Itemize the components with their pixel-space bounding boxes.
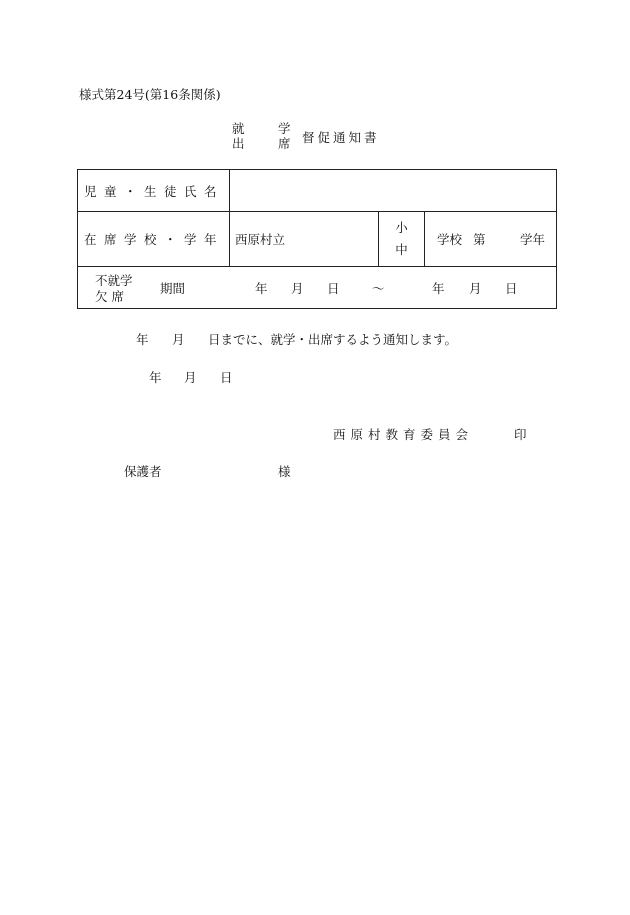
grade-field[interactable] (425, 212, 557, 267)
school-grade-label: 在席学校・学年 (78, 212, 230, 267)
title-char: 学 (278, 121, 291, 136)
recipient-honorific: 様 (278, 464, 291, 479)
recipient-label: 保護者 (124, 464, 162, 479)
ordinal-label: 第 (473, 232, 486, 247)
notice-table (77, 169, 557, 309)
issuer-name: 西原村教育委員会 (333, 427, 474, 442)
issue-date-day: 日 (220, 370, 233, 385)
period-label: 期間 (160, 281, 186, 296)
to-month-label: 月 (469, 281, 482, 296)
to-day-label: 日 (505, 281, 518, 296)
title-main: 督促通知書 (302, 130, 380, 145)
title-char: 席 (278, 136, 291, 151)
from-day-label: 日 (327, 281, 340, 296)
from-month-label: 月 (291, 281, 304, 296)
issue-date-month: 月 (184, 370, 197, 385)
from-year-label: 年 (255, 281, 268, 296)
title-char: 出 (232, 136, 245, 151)
table-row (78, 170, 557, 212)
school-type-junior-high: 中 (395, 242, 408, 257)
title-stack-left (232, 121, 245, 151)
grade-label: 学年 (520, 232, 546, 247)
deadline-text: 日までに、就学・出席するよう通知します。 (208, 332, 458, 347)
title-stack-right (278, 121, 291, 151)
student-name-label: 児童・生徒氏名 (78, 170, 230, 212)
village-label: 西原村立 (235, 232, 286, 247)
seal-mark: 印 (514, 427, 527, 442)
absence-label-top: 不就学 (95, 273, 133, 288)
range-separator: 〜 (372, 281, 385, 296)
to-year-label: 年 (432, 281, 445, 296)
deadline-year: 年 (136, 332, 149, 347)
issue-date-year: 年 (149, 370, 162, 385)
village-school-field[interactable] (230, 212, 379, 267)
absence-period-row (78, 267, 557, 309)
table-row (78, 267, 557, 309)
school-label: 学校 (437, 232, 463, 247)
absence-label-bottom: 欠 席 (95, 289, 124, 304)
title-char: 就 (232, 121, 245, 136)
form-number: 様式第24号(第16条関係) (79, 87, 221, 102)
deadline-month: 月 (172, 332, 185, 347)
table-row (78, 212, 557, 267)
student-name-field[interactable] (230, 170, 557, 212)
school-type-cell (379, 212, 425, 267)
school-type-elementary: 小 (395, 220, 408, 235)
